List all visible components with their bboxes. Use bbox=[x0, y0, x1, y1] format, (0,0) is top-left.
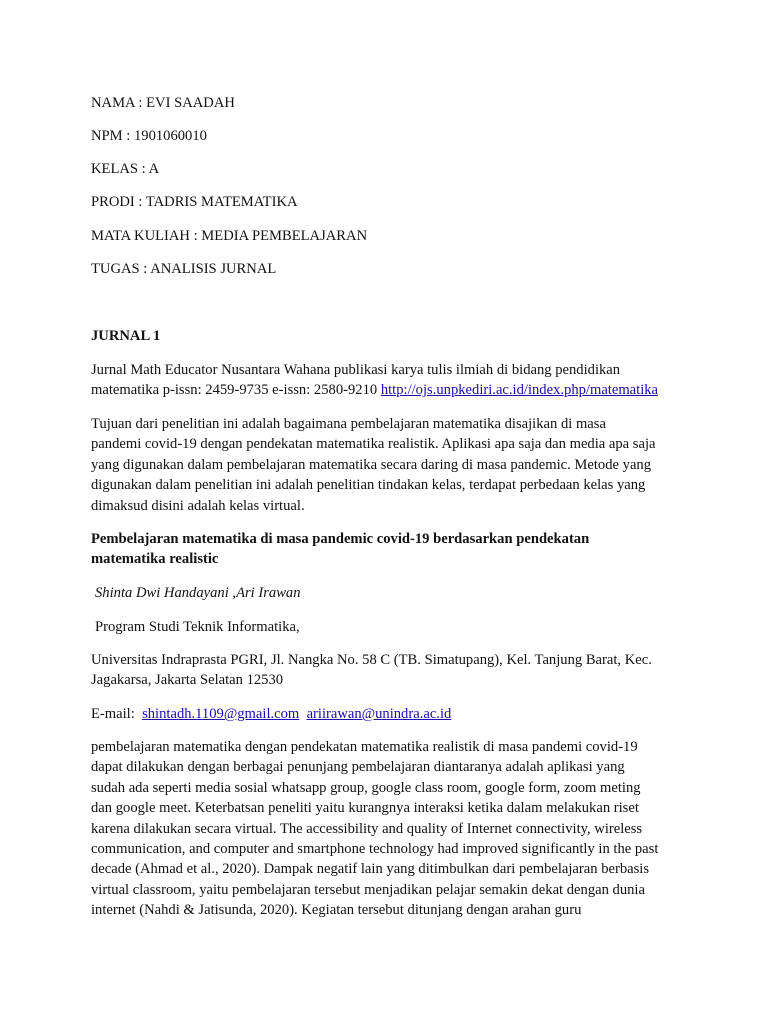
student-npm: NPM : 1901060010 bbox=[91, 128, 207, 144]
article-title-line: matematika realistic bbox=[91, 551, 219, 568]
body-line: virtual classroom, yaitu pembelajaran tersebut menjadikan pelajar semakin dekat dengan dunia bbox=[91, 881, 645, 898]
summary-line: dimaksud disini adalah kelas virtual. bbox=[91, 497, 305, 514]
body-line: decade (Ahmad et al., 2020). Dampak negatif lain yang ditimbulkan dari pembelajaran berbasis bbox=[91, 861, 650, 878]
article-affiliation bbox=[91, 650, 691, 691]
article-title-line: Pembelajaran matematika di masa pandemic covid-19 berdasarkan pendekatan bbox=[91, 531, 590, 547]
body-line: internet (Nahdi & Jatisunda, 2020). Kegiatan tersebut ditunjang dengan arahan guru bbox=[91, 902, 582, 919]
body-line: karena dilakukan secara virtual. The accessibility and quality of Internet connectivity, wireless bbox=[91, 820, 643, 837]
email-label: E-mail: bbox=[91, 706, 135, 722]
article-authors: Shinta Dwi Handayani ,Ari Irawan bbox=[95, 585, 301, 601]
journal-source-line: Jurnal Math Educator Nusantara Wahana publikasi karya tulis ilmiah di bidang pendidikan bbox=[91, 362, 621, 378]
summary-line: Tujuan dari penelitian ini adalah bagaimana pembelajaran matematika disajikan di masa bbox=[91, 416, 606, 432]
study-program: PRODI : TADRIS MATEMATIKA bbox=[91, 194, 298, 210]
journal-source-line bbox=[91, 380, 691, 400]
body-line: dan google meet. Keterbatsan peneliti yaitu kurangnya interaksi ketika dalam melakukan riset bbox=[91, 800, 639, 817]
summary-line: pandemi covid-19 dengan pendekatan matematika realistik. Aplikasi apa saja dan media apa saja bbox=[91, 436, 656, 453]
journal-url-link[interactable]: http://ojs.unpkediri.ac.id/index.php/matematika bbox=[380, 382, 659, 399]
assignment-title: TUGAS : ANALISIS JURNAL bbox=[91, 261, 277, 277]
article-title bbox=[91, 529, 691, 570]
student-name: NAMA : EVI SAADAH bbox=[91, 95, 235, 111]
email-line bbox=[91, 704, 451, 724]
body-line: communication, and computer and smartphone technology had improved significantly in the past bbox=[91, 841, 659, 858]
course-name: MATA KULIAH : MEDIA PEMBELAJARAN bbox=[91, 228, 368, 244]
affiliation-line: Universitas Indraprasta PGRI, Jl. Nangka No. 58 C (TB. Simatupang), Kel. Tanjung Barat, Kec. bbox=[91, 652, 652, 668]
body-line: sudah ada seperti media sosial whatsapp group, google class room, google form, zoom meting bbox=[91, 779, 641, 796]
article-body bbox=[91, 737, 691, 921]
body-line: dapat dilakukan dengan berbagai penunjang pembelajaran diantaranya adalah aplikasi yang bbox=[91, 759, 625, 776]
summary-line: yang digunakan dalam pembelajaran matematika secara daring di masa pandemic. Metode yang bbox=[91, 456, 652, 473]
affiliation-line: Jagakarsa, Jakarta Selatan 12530 bbox=[91, 672, 284, 689]
journal-heading: JURNAL 1 bbox=[91, 328, 161, 344]
summary-line: digunakan dalam penelitian ini adalah penelitian tindakan kelas, terdapat perbedaan kelas yang bbox=[91, 477, 646, 494]
student-class: KELAS : A bbox=[91, 161, 160, 177]
journal-issn-text: matematika p-issn: 2459-9735 e-issn: 2580-9210 bbox=[91, 382, 381, 399]
email-link-shinta[interactable]: shintadh.1109@gmail.com bbox=[142, 706, 300, 722]
body-line: pembelajaran matematika dengan pendekatan matematika realistik di masa pandemi covid-19 bbox=[91, 739, 638, 755]
journal-summary bbox=[91, 414, 691, 516]
email-link-ari[interactable]: ariirawan@unindra.ac.id bbox=[306, 706, 452, 722]
journal-source bbox=[91, 360, 691, 401]
article-program: Program Studi Teknik Informatika, bbox=[95, 619, 300, 635]
